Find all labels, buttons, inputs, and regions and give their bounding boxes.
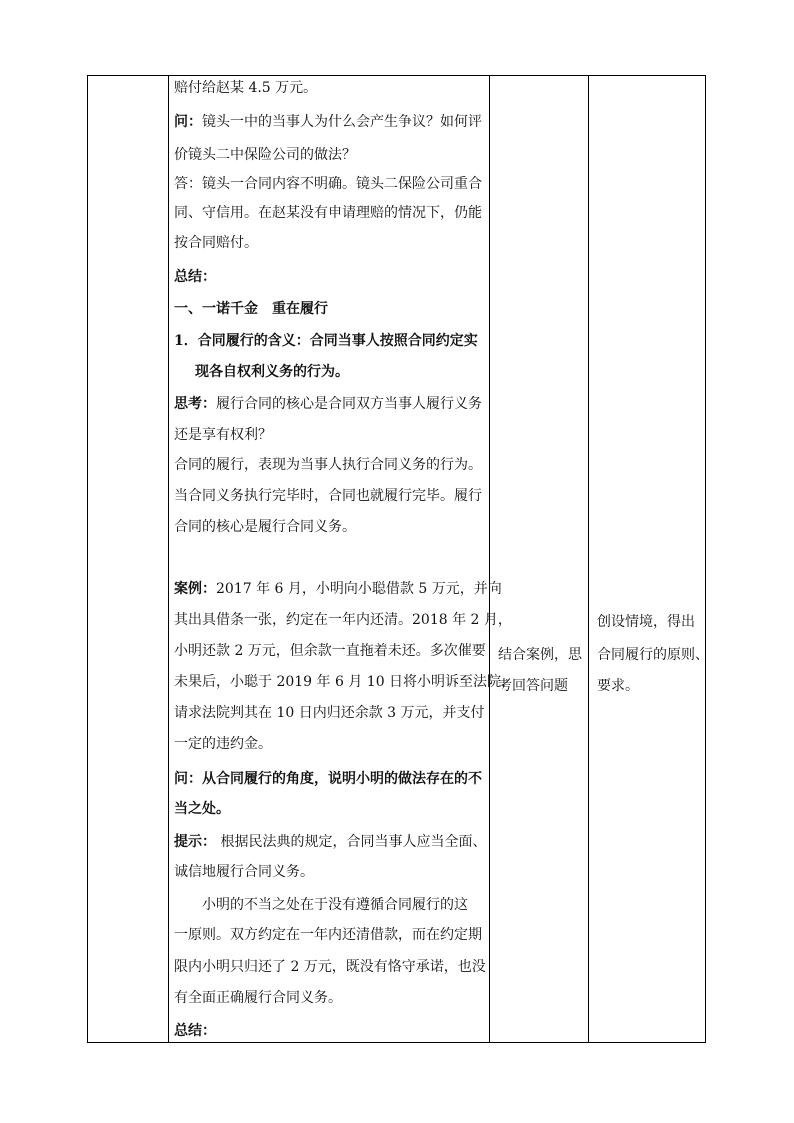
design-intent-cell [590, 76, 709, 1042]
content-line: 一、一诺千金 重在履行 [174, 301, 328, 317]
content-line: 未果后，小聪于 2019 年 6 月 10 日将小明诉至法院， [174, 674, 516, 690]
content-line: 总结： [174, 269, 216, 285]
intent-line: 要求。 [597, 678, 639, 694]
content-line: 小明的不当之处在于没有遵循合同履行的这 [174, 897, 468, 913]
content-line: 价镜头二中保险公司的做法？ [174, 147, 356, 163]
teaching-content-cell [169, 76, 516, 1042]
content-line: 还是享有权利？ [174, 427, 272, 443]
line-lead-label: 问： [174, 114, 202, 130]
content-line: 其出具借条一张，约定在一年内还清。2018 年 2 月， [174, 612, 512, 628]
content-line: 合同的核心是履行合同义务。 [174, 519, 356, 535]
intent-line: 创设情境，得出 [597, 614, 695, 630]
content-line: 赔付给赵某 4.5 万元。 [174, 80, 318, 96]
content-line: 现各自权利义务的行为。 [195, 364, 349, 380]
content-line: 案例：2017 年 6 月，小明向小聪借款 5 万元，并向 [174, 581, 502, 597]
content-line: 1．合同履行的含义：合同当事人按照合同约定实 [174, 333, 478, 349]
content-line: 思考：履行合同的核心是合同双方当事人履行义务 [174, 396, 482, 412]
content-line: 合同的履行，表现为当事人执行合同义务的行为。 [174, 457, 482, 473]
column-divider [588, 76, 589, 1042]
line-lead-label: 思考： [174, 396, 216, 412]
content-line: 按合同赔付。 [174, 235, 258, 251]
content-line: 有全面正确履行合同义务。 [174, 990, 342, 1006]
activity-line: 考回答问题 [498, 678, 568, 694]
lesson-table [87, 75, 709, 1043]
content-line: 当合同义务执行完毕时，合同也就履行完毕。履行 [174, 488, 482, 504]
column-divider [489, 76, 490, 1042]
content-line: 一原则。双方约定在一年内还清借款，而在约定期 [174, 927, 482, 943]
content-line: 同、守信用。在赵某没有申请理赔的情况下，仍能 [174, 205, 482, 221]
content-line: 提示： 根据民法典的规定，合同当事人应当全面、 [174, 834, 487, 850]
content-line: 答：镜头一合同内容不明确。镜头二保险公司重合 [174, 176, 482, 192]
intent-line: 合同履行的原则、 [597, 647, 709, 663]
content-line: 问：镜头一中的当事人为什么会产生争议？如何评 [174, 114, 482, 130]
content-line: 限内小明只归还了 2 万元，既没有恪守承诺，也没 [174, 959, 486, 975]
content-line: 问：从合同履行的角度，说明小明的做法存在的不 [174, 771, 482, 787]
content-line: 小明还款 2 万元，但余款一直拖着未还。多次催要 [174, 643, 486, 659]
student-activity-cell [491, 76, 587, 1042]
content-line: 请求法院判其在 10 日内归还余款 3 万元，并支付 [174, 705, 485, 721]
line-lead-label: 案例： [174, 581, 216, 597]
line-lead-label: 提示： [174, 834, 216, 850]
content-line: 诚信地履行合同义务。 [174, 864, 314, 880]
activity-line: 结合案例，思 [498, 647, 582, 663]
content-line: 一定的违约金。 [174, 736, 272, 752]
content-line: 当之处。 [174, 801, 230, 817]
content-line: 总结： [174, 1023, 216, 1039]
